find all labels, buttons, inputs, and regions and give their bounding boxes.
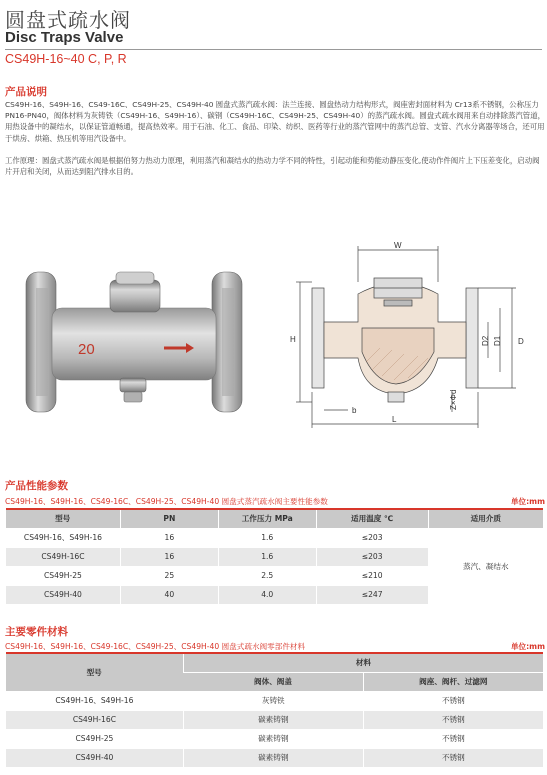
col-header-material: 材料 xyxy=(183,653,543,672)
col-header-model: 型号 xyxy=(6,509,121,528)
cell-pn: 25 xyxy=(120,566,218,585)
description-paragraph: CS49H-16、S49H-16、CS49-16C、CS49H-25、CS49H-40 圆盘式蒸汽疏水阀：法兰连接、圆盘热动力结构形式，阀座密封面材料为 Cr13系不锈钢，公称压力 PN16-PN40，阀体材料为灰铸铁（CS49H-16、S49H-16）、碳钢（CS49H-16C、CS49H-25、CS49H-40）的蒸汽疏水阀。圆盘式疏水阀用来自动排除蒸汽管道，用热设备中的凝结水，以保证管道畅通，提高热效率。用于石油、化工、食品、印染、纺织、医药等行业的蒸汽管网中的蒸汽总管、支管、汽水分离器等场合，还可用于烘房、烘箱、热压机等用汽设备中。 xyxy=(5,100,545,143)
cell-model: CS49H-16C xyxy=(6,710,184,729)
performance-unit: 单位:mm xyxy=(510,497,545,506)
cell-pressure: 1.6 xyxy=(218,547,316,566)
cell-model: CS49H-25 xyxy=(6,566,121,585)
table-row xyxy=(6,528,544,547)
cell-temp: ≤203 xyxy=(316,528,428,547)
model-range: CS49H-16~40 C, P, R xyxy=(5,52,127,66)
cell-model: CS49H-40 xyxy=(6,748,184,767)
cell-model: CS49H-40 xyxy=(6,585,121,604)
cell-body-material: 碳素铸钢 xyxy=(183,729,363,748)
cell-temp: ≤203 xyxy=(316,547,428,566)
cell-body-material: 碳素铸钢 xyxy=(183,748,363,767)
dim-label-bolt: Z×Φd xyxy=(449,389,458,410)
section-heading-performance: 产品性能参数 xyxy=(5,480,68,492)
cell-seat-material: 不锈钢 xyxy=(363,691,543,710)
col-header-pressure: 工作压力 MPa xyxy=(218,509,316,528)
title-divider xyxy=(5,49,542,50)
cell-pn: 40 xyxy=(120,585,218,604)
page-title: 圆盘式疏水阀 xyxy=(5,8,131,32)
table-row xyxy=(6,748,544,767)
performance-subtitle-text: CS49H-16、S49H-16、CS49-16C、CS49H-25、CS49H-40 圆盘式蒸汽疏水阀主要性能参数 xyxy=(5,497,328,506)
materials-subtitle xyxy=(5,641,545,652)
section-heading-description: 产品说明 xyxy=(5,86,47,98)
section-heading-materials: 主要零件材料 xyxy=(5,626,68,638)
cell-model: CS49H-25 xyxy=(6,729,184,748)
valve-section-drawing xyxy=(288,242,546,430)
cell-pressure: 1.6 xyxy=(218,528,316,547)
cell-temp: ≤210 xyxy=(316,566,428,585)
cell-seat-material: 不锈钢 xyxy=(363,710,543,729)
table-row xyxy=(6,710,544,729)
table-row xyxy=(6,729,544,748)
working-principle-paragraph: 工作原理：圆盘式蒸汽疏水阀是根据伯努力热动力原理，利用蒸汽和凝结水的热动力学不同的特性，引起动能和势能动静压变化,使动作件阀片上下压差变化，启动阀片开启和关闭，从而达到阻汽排水目的。 xyxy=(5,156,540,177)
col-header-body-bonnet: 阀体、阀盖 xyxy=(183,672,363,691)
table-header-row xyxy=(6,509,544,528)
body-cast-number: 20 xyxy=(78,341,95,358)
cell-pn: 16 xyxy=(120,547,218,566)
cell-body-material: 灰铸铁 xyxy=(183,691,363,710)
cell-body-material: 碳素铸钢 xyxy=(183,710,363,729)
cell-pn: 16 xyxy=(120,528,218,547)
col-header-temperature: 适用温度 ℃ xyxy=(316,509,428,528)
cell-pressure: 2.5 xyxy=(218,566,316,585)
page-title-en: Disc Traps Valve xyxy=(5,29,124,46)
dim-label-d2: D2 xyxy=(481,335,490,346)
performance-table xyxy=(5,508,543,605)
dim-label-l: L xyxy=(392,415,397,424)
dim-label-h: H xyxy=(290,335,296,344)
cell-model: CS49H-16C xyxy=(6,547,121,566)
col-header-medium: 适用介质 xyxy=(428,509,543,528)
cell-model: CS49H-16、S49H-16 xyxy=(6,691,184,710)
materials-subtitle-text: CS49H-16、S49H-16、CS49-16C、CS49H-25、CS49H-40 圆盘式疏水阀零部件材料 xyxy=(5,642,306,651)
col-header-model: 型号 xyxy=(6,653,184,691)
cell-model: CS49H-16、S49H-16 xyxy=(6,528,121,547)
dim-label-d: D xyxy=(518,337,524,346)
dim-label-w: W xyxy=(394,242,402,250)
table-header-row xyxy=(6,653,544,672)
cell-temp: ≤247 xyxy=(316,585,428,604)
materials-table xyxy=(5,652,543,768)
cell-seat-material: 不锈钢 xyxy=(363,748,543,767)
cell-medium: 蒸汽、凝结水 xyxy=(428,528,543,604)
table-row xyxy=(6,691,544,710)
dim-label-d1: D1 xyxy=(493,335,502,346)
dim-label-b: b xyxy=(352,406,357,415)
performance-subtitle xyxy=(5,496,545,507)
col-header-pn: PN xyxy=(120,509,218,528)
materials-unit: 单位:mm xyxy=(510,642,545,651)
valve-product-photo xyxy=(12,258,260,428)
cell-pressure: 4.0 xyxy=(218,585,316,604)
col-header-seat-stem-filter: 阀座、阀杆、过滤网 xyxy=(363,672,543,691)
cell-seat-material: 不锈钢 xyxy=(363,729,543,748)
